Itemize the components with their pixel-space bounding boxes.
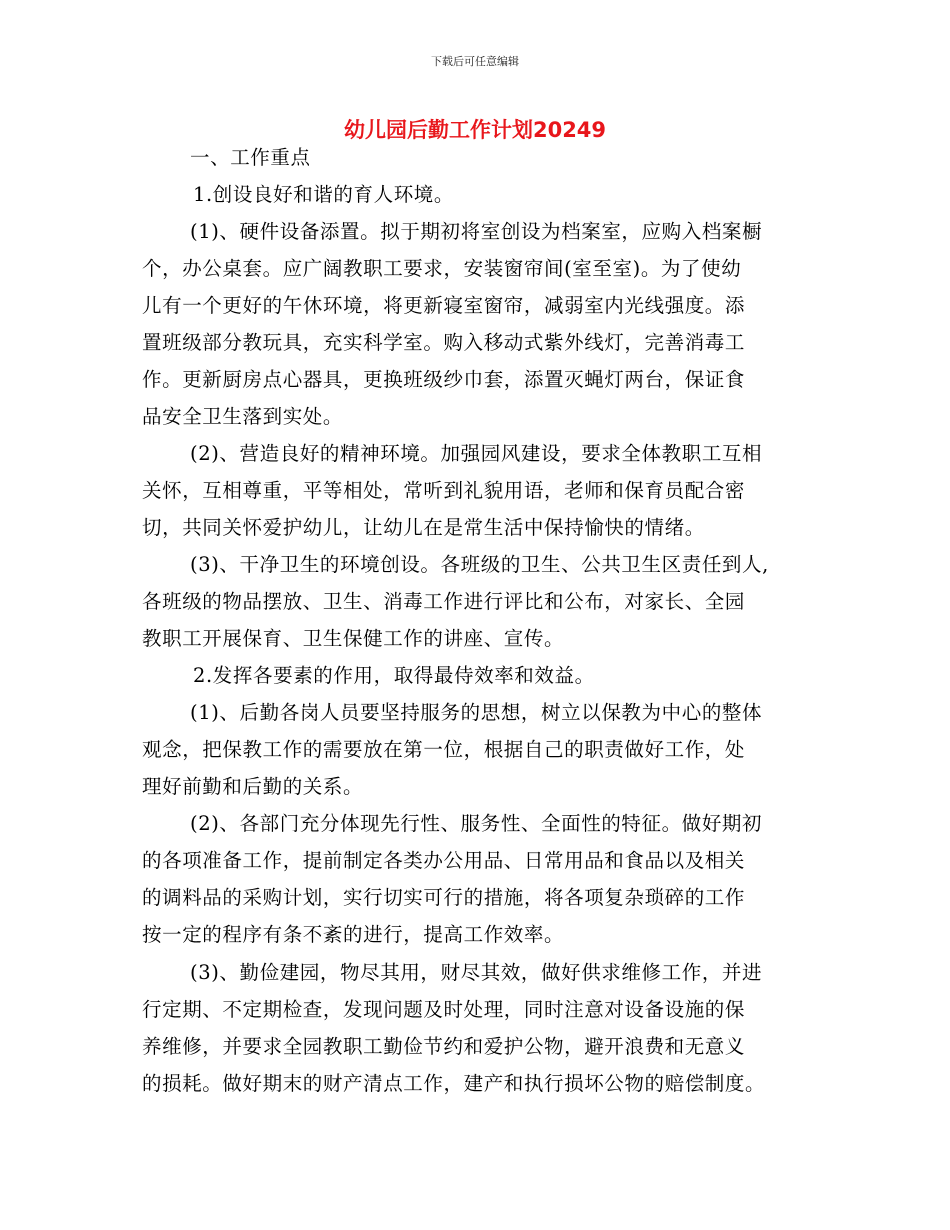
paragraph-line: (3)、干净卫生的环境创设。各班级的卫生、公共卫生区责任到人, — [190, 553, 769, 576]
paragraph-line: 观念，把保教工作的需要放在第一位，根据自己的职责做好工作，处 — [142, 738, 746, 761]
paragraph-line: 按一定的程序有条不紊的进行，提高工作效率。 — [142, 923, 565, 946]
paragraph-line: 个，办公桌套。应广阔教职工要求，安装窗帘间(室至室)。为了使幼 — [142, 257, 742, 280]
paragraph-line: 儿有一个更好的午休环境，将更新寝室窗帘，减弱室内光线强度。添 — [142, 294, 746, 317]
paragraph-line: 的各项准备工作，提前制定各类办公用品、日常用品和食品以及相关 — [142, 849, 746, 872]
document-title: 幼儿园后勤工作计划20249 — [343, 118, 607, 142]
paragraph-line: 各班级的物品摆放、卫生、消毒工作进行评比和公布，对家长、全园 — [142, 590, 746, 613]
paragraph-line: 置班级部分教玩具，充实科学室。购入移动式紫外线灯，完善消毒工 — [142, 331, 746, 354]
header-note: 下载后可任意编辑 — [431, 55, 519, 68]
paragraph-line: (3)、勤俭建园，物尽其用，财尽其效，做好供求维修工作，并进 — [190, 961, 763, 984]
paragraph-line: 切，共同关怀爱护幼儿，让幼儿在是常生活中保持愉快的情绪。 — [142, 516, 705, 539]
paragraph-line: 一、工作重点 — [190, 146, 311, 169]
paragraph-line: (2)、营造良好的精神环境。加强园风建设，要求全体教职工互相 — [190, 442, 763, 465]
paragraph-line: (1)、硬件设备添置。拟于期初将室创设为档案室，应购入档案橱 — [190, 220, 763, 243]
paragraph-line: 的损耗。做好期末的财产清点工作，建产和执行损坏公物的赔偿制度。 — [142, 1072, 766, 1095]
paragraph-line: 理好前勤和后勤的关系。 — [142, 775, 364, 798]
paragraph-line: 关怀，互相尊重，平等相处，常听到礼貌用语，老师和保育员配合密 — [142, 479, 746, 502]
paragraph-line: (1)、后勤各岗人员要坚持服务的思想，树立以保教为中心的整体 — [190, 701, 763, 724]
paragraph-line: (2)、各部门充分体现先行性、服务性、全面性的特征。做好期初 — [190, 812, 763, 835]
paragraph-line: 2.发挥各要素的作用，取得最侍效率和效益。 — [193, 664, 595, 687]
paragraph-line: 行定期、不定期检查，发现问题及时处理，同时注意对设备设施的保 — [142, 998, 746, 1021]
paragraph-line: 的调料品的采购计划，实行切实可行的措施，将各项复杂琐碎的工作 — [142, 886, 746, 909]
paragraph-line: 养维修，并要求全园教职工勤俭节约和爱护公物，避开浪费和无意义 — [142, 1035, 746, 1058]
paragraph-line: 教职工开展保育、卫生保健工作的讲座、宣传。 — [142, 627, 565, 650]
paragraph-line: 1.创设良好和谐的育人环境。 — [193, 183, 455, 206]
paragraph-line: 作。更新厨房点心器具，更换班级纱巾套，添置灭蝇灯两台，保证食 — [142, 368, 746, 391]
paragraph-line: 品安全卫生落到实处。 — [142, 405, 344, 428]
